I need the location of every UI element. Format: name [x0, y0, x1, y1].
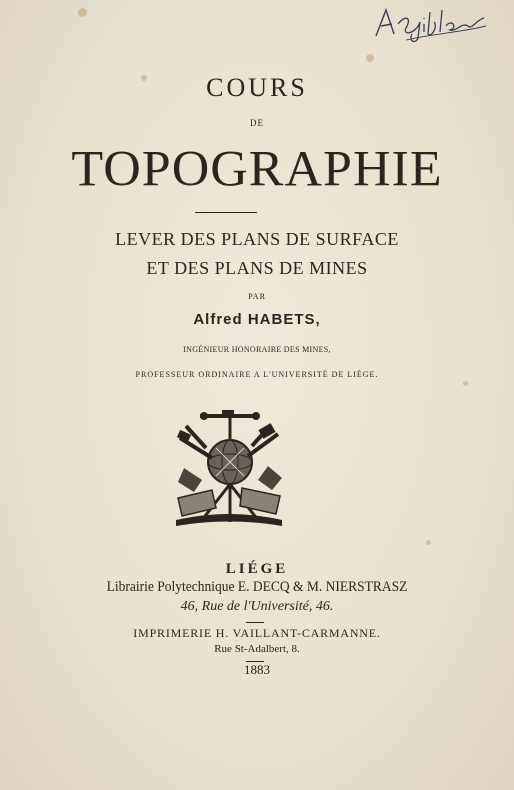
- foxing-spot: [463, 381, 468, 386]
- subtitle-line-2: ET DES PLANS DE MINES: [146, 258, 368, 278]
- foxing-spot: [78, 8, 87, 17]
- title-line-de: DE: [250, 118, 264, 128]
- author-name: Alfred HABETS,: [193, 311, 321, 328]
- imprint-publisher: Librairie Polytechnique E. DECQ & M. NIERSTRASZ: [106, 579, 408, 595]
- title-line-cours: COURS: [206, 73, 308, 102]
- handwritten-signature: [372, 4, 490, 44]
- author-title-2: PROFESSEUR ORDINAIRE A L'UNIVERSITÉ DE LIÉGE.: [135, 370, 379, 379]
- subtitle-line-1: LEVER DES PLANS DE SURFACE: [115, 229, 399, 249]
- surveying-instruments-icon: [172, 408, 286, 528]
- imprint-printer: IMPRIMERIE H. VAILLANT-CARMANNE.: [133, 626, 381, 640]
- publication-year: 1883: [244, 662, 270, 677]
- title-divider: [195, 212, 257, 213]
- main-title: TOPOGRAPHIE: [71, 141, 443, 198]
- by-label: PAR: [248, 292, 266, 301]
- imprint-street: Rue St-Adalbert, 8.: [214, 643, 300, 655]
- imprint-city: LIÉGE: [225, 561, 289, 577]
- author-title-1: INGÉNIEUR HONORAIRE DES MINES,: [183, 345, 331, 354]
- imprint-divider: [246, 622, 264, 623]
- imprint-address: 46, Rue de l'Université, 46.: [180, 599, 334, 614]
- foxing-spot: [426, 540, 431, 545]
- foxing-spot: [366, 54, 374, 62]
